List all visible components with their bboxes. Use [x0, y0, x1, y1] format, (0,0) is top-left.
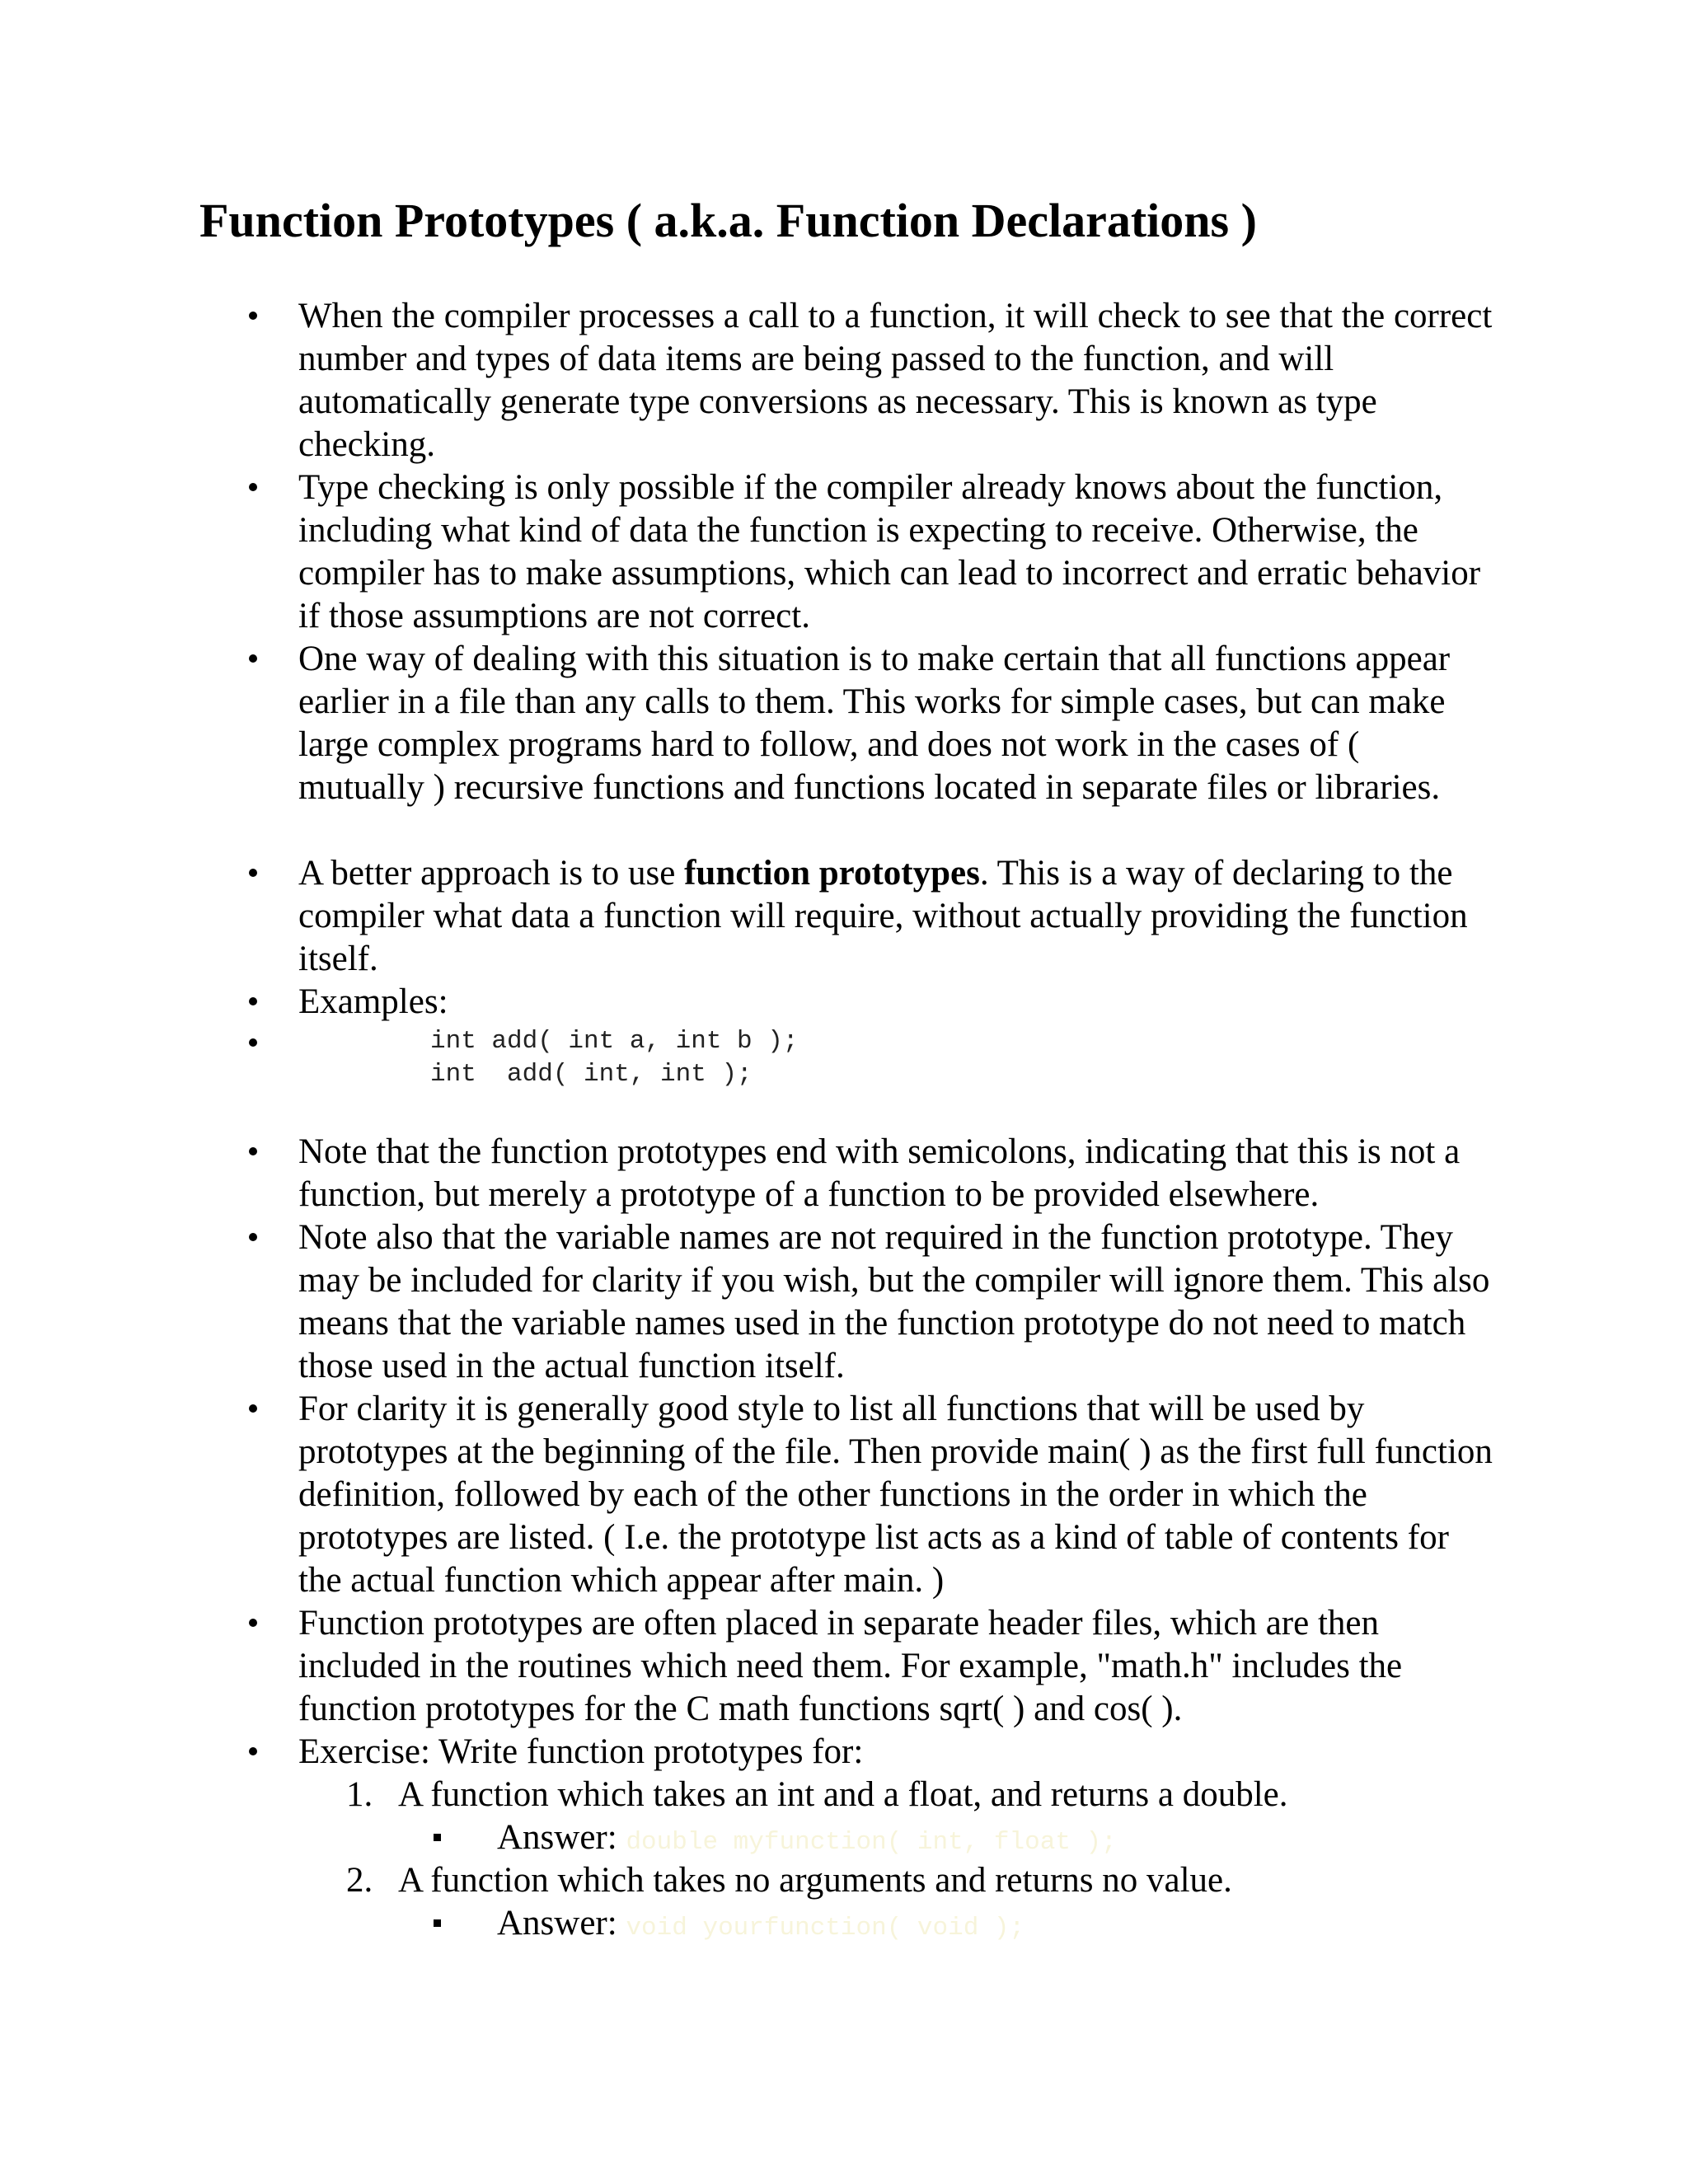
- function-prototypes-term: function prototypes: [684, 854, 980, 893]
- bullet-dot: [247, 466, 264, 483]
- bullet-dot: [247, 295, 264, 312]
- bullet-item-variable-names: Note also that the variable names are not required in the function prototype. They may be included for clarity if you wish, but the compiler will ignore them. This also means that the variable names used in the function prototype do not need to match those used in the actual function itself.: [298, 1218, 1490, 1385]
- bullet-item-header-files: Function prototypes are often placed in separate header files, which are then included in the routines which need them. For example, "math.h" includes the function prototypes for the C math functions sqrt( ) and cos( ).: [298, 1604, 1403, 1728]
- bullet-dot: [247, 1131, 264, 1147]
- bullet-dot: [247, 852, 264, 869]
- exercise-number: 2.: [346, 1861, 373, 1900]
- square-bullet: [434, 1919, 441, 1927]
- bullet-item-better-approach: [298, 852, 1493, 981]
- hidden-answer: void yourfunction( void );: [626, 1914, 1025, 1943]
- exercise-answer: [497, 1902, 1025, 1950]
- bullet-item-semicolons: Note that the function prototypes end with semicolons, indicating that this is not a function, but merely a prototype of a function to be provided elsewhere.: [298, 1132, 1461, 1214]
- answer-label: Answer:: [497, 1904, 617, 1943]
- bullet-dot: [247, 1731, 264, 1747]
- bullet-item-clarity-style: For clarity it is generally good style to list all functions that will be used by prototypes at the beginning of the file. Then provide main( ) as the first full function definition, followed by each of the other functions in the order in which the prototypes are listed. ( I.e. the prototype list acts as a kind of table of contents for the actual function which appear after main. ): [298, 1390, 1493, 1600]
- answer-label: Answer:: [497, 1818, 617, 1857]
- exercise-number: 1.: [346, 1775, 373, 1814]
- bullet-dot: [247, 1022, 264, 1038]
- exercise-question: A function which takes no arguments and returns no value.: [398, 1861, 1232, 1900]
- hidden-answer: double myfunction( int, float );: [626, 1828, 1117, 1857]
- code-example-line-2: int add( int, int );: [430, 1060, 753, 1089]
- bullet-item-exercise: Exercise: Write function prototypes for:: [298, 1732, 864, 1771]
- bullet-dot: [247, 638, 264, 654]
- bullet-dot: [247, 1216, 264, 1233]
- better-approach-text-2: . This is a way of declaring to the compiler what data a function will require, without actually providing the function itself.: [298, 854, 1468, 978]
- code-example-line-1: int add( int a, int b );: [430, 1027, 799, 1056]
- square-bullet: [434, 1834, 441, 1841]
- exercise-question: A function which takes an int and a float, and returns a double.: [398, 1775, 1288, 1814]
- bullet-dot: [247, 1602, 264, 1619]
- bullet-item-compiler-knowledge: Type checking is only possible if the compiler already knows about the function, including what kind of data the function is expecting to receive. Otherwise, the compiler has to make assumptions, which can lead to incorrect and erratic behavior if those assumptions are not correct.: [298, 468, 1481, 635]
- better-approach-text-1: A better approach is to use: [298, 854, 685, 893]
- bullet-item-type-checking: When the compiler processes a call to a function, it will check to see that the correct number and types of data items are being passed to the function, and will automatically generate type conversions as necessary. This is known as type checking.: [298, 297, 1493, 464]
- exercise-answer: [497, 1816, 1117, 1864]
- bullet-item-examples: Examples:: [298, 982, 448, 1021]
- bullet-dot: [247, 1388, 264, 1404]
- page-title: Function Prototypes ( a.k.a. Function Declarations ): [199, 194, 1257, 247]
- bullet-item-ordering: One way of dealing with this situation is to make certain that all functions appear earlier in a file than any calls to them. This works for simple cases, but can make large complex programs hard to follow, and does not work in the cases of ( mutually ) recursive functions and functions located in separate files or libraries.: [298, 640, 1451, 807]
- bullet-dot: [247, 981, 264, 997]
